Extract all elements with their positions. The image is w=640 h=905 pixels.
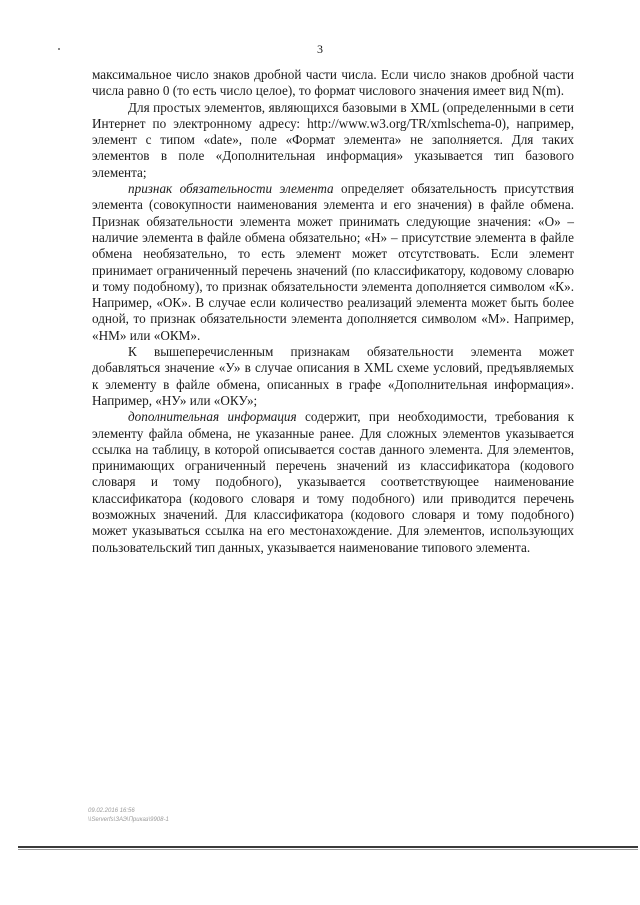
paragraph-1: максимальное число знаков дробной части числа. Если число знаков дробной части числа равно 0 (то есть число целое), то формат числового значения имеет вид N(m). — [92, 67, 574, 99]
file-stamp-date: 09.02.2016 16:56 — [88, 808, 135, 814]
paragraph-2: Для простых элементов, являющихся базовыми в XML (определенными в сети Интернет по электронному адресу: http://www.w3.org/TR/xmlschema-0), например, элемент с типом «date», поле «Формат элемента» не заполняется. Для таких элементов в поле «Дополнительная информация» указывается тип базового элемента; — [92, 99, 574, 180]
paragraph-3-text: определяет обязательность присутствия элемента (совокупности наименования элемента и его значения) в файле обмена. Признак обязательности элемента может принимать следующие значения: «О» – наличие элемента в файле обмена обязательно; «Н» – присутствие элемента в файле обмена необязательно, то есть элемент может отсутствовать. Если элемент принимает ограниченный перечень значений (по классификатору, кодовому словарю и тому подобному), то признак обязательности элемента дополняется символом «К». Например, «ОК». В случае если количество реализаций элемента может быть более одной, то признак обязательности элемента дополняется символом «М». Например, «НМ» или «ОКМ». — [92, 181, 574, 343]
page-number: 3 — [317, 42, 323, 56]
scan-edge-line — [18, 846, 638, 848]
document-body — [92, 67, 574, 556]
paragraph-5-text: содержит, при необходимости, требования к элементу файла обмена, не указанные ранее. Для сложных элементов указывается ссылка на таблицу, в которой описывается состав данного элемента. Для элементов, принимающих ограниченный перечень значений из классификатора (кодового словаря и тому подобного), указывается соответствующее наименование классификатора (кодового словаря и тому подобного) или приводится перечень возможных значений. Для классификатора (кодового словаря и тому подобного) может указываться ссылка на его местонахождение. Для элементов, использующих пользовательский тип данных, указывается наименование типового элемента. — [92, 409, 574, 555]
paragraph-4: К вышеперечисленным признакам обязательности элемента может добавляться значение «У» в случае описания в XML схеме условий, предъявляемых к элементу в файле обмена, описанных в графе «Дополнительная информация». Например, «НУ» или «ОКУ»; — [92, 344, 574, 408]
paragraph-5 — [92, 409, 574, 556]
term-mandatory-flag: признак обязательности элемента — [128, 181, 334, 197]
file-stamp-path: \\Serverfs\ЗАЭ\Приказ\9908-1 — [88, 817, 169, 823]
scan-edge-shadow — [18, 849, 638, 850]
file-stamp — [88, 807, 169, 825]
term-additional-info: дополнительная информация — [128, 409, 297, 425]
paragraph-3 — [92, 181, 574, 344]
